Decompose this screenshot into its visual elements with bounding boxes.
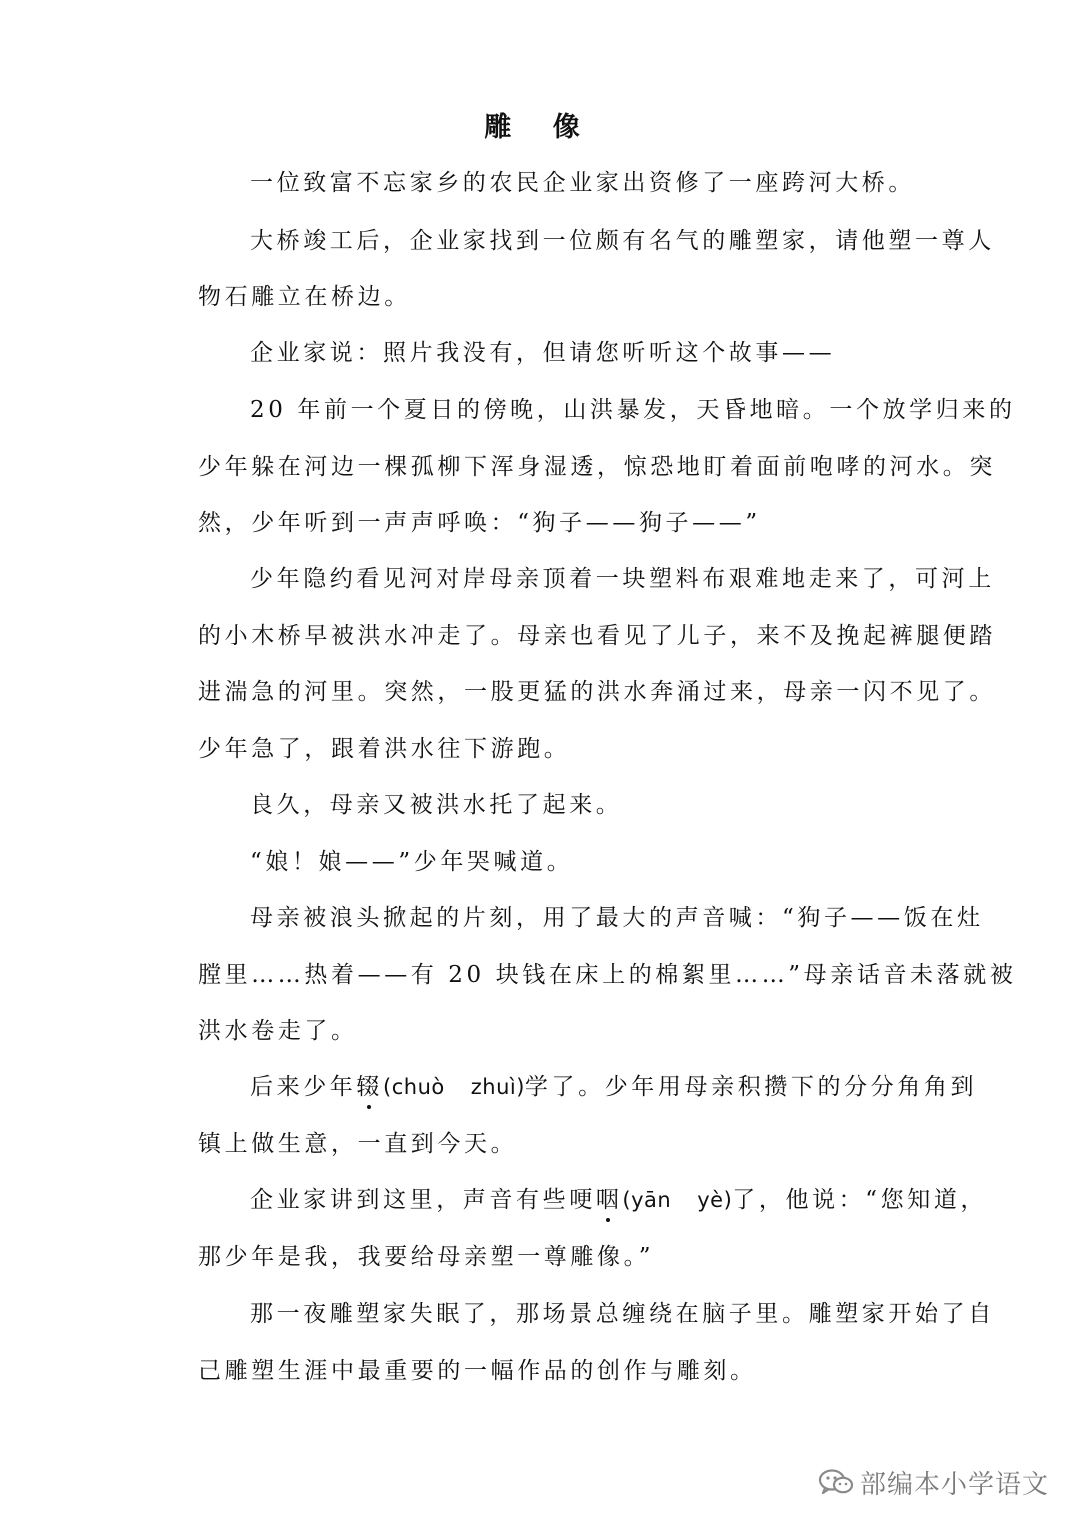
- paragraph-line: 良久，母亲又被洪水托了起来。: [250, 792, 623, 818]
- paragraph-line: 镇上做生意，一直到今天。: [198, 1131, 518, 1157]
- paragraph-line-with-pinyin: [250, 1070, 977, 1104]
- pinyin-close: zhuì): [470, 1075, 525, 1099]
- paragraph-line: 膛里……热着——有 20 块钱在床上的棉絮里……”母亲话音未落就被: [198, 962, 1017, 988]
- paragraph-line: “娘！娘——”少年哭喊道。: [250, 849, 574, 875]
- emphasized-character: 咽: [596, 1183, 623, 1217]
- paragraph-line: 少年隐约看见河对岸母亲顶着一块塑料布艰难地走来了，可河上: [250, 566, 995, 592]
- paragraph-line: 那一夜雕塑家失眠了，那场景总缠绕在脑子里。雕塑家开始了自: [250, 1301, 995, 1327]
- paragraph-line: 那少年是我，我要给母亲塑一尊雕像。”: [198, 1244, 655, 1270]
- paragraph-line-with-pinyin: [250, 1183, 987, 1217]
- pinyin-annotation: [383, 1075, 525, 1099]
- paragraph-line: 母亲被浪头掀起的片刻，用了最大的声音喊：“狗子——饭在灶: [250, 905, 984, 931]
- paragraph-line: 20 年前一个夏日的傍晚，山洪暴发，天昏地暗。一个放学归来的: [250, 397, 1016, 423]
- emphasized-character: 辍: [356, 1070, 383, 1104]
- paragraph-line: 一位致富不忘家乡的农民企业家出资修了一座跨河大桥。: [250, 170, 915, 196]
- paragraph-line: 物石雕立在桥边。: [198, 284, 411, 310]
- paragraph-line: 然，少年听到一声声呼唤：“狗子——狗子——”: [198, 510, 761, 536]
- watermark: [818, 1462, 1049, 1502]
- line-text-before: 企业家讲到这里，声音有些哽: [250, 1187, 596, 1213]
- paragraph-line: 少年躲在河边一棵孤柳下浑身湿透，惊恐地盯着面前咆哮的河水。突: [198, 454, 996, 480]
- paragraph-line: 的小木桥早被洪水冲走了。母亲也看见了儿子，来不及挽起裤腿便踏: [198, 623, 996, 649]
- paragraph-line: 少年急了，跟着洪水往下游跑。: [198, 736, 571, 762]
- watermark-text: 部编本小学语文: [860, 1469, 1050, 1500]
- pinyin-open: (chuò: [383, 1075, 445, 1099]
- pinyin-close: yè): [697, 1188, 733, 1212]
- line-text-before: 后来少年: [250, 1074, 357, 1100]
- wechat-icon: [818, 1468, 854, 1496]
- line-text-after: 了，他说：“您知道，: [732, 1187, 988, 1213]
- pinyin-annotation: [622, 1188, 732, 1212]
- pinyin-open: (yān: [622, 1188, 672, 1212]
- paragraph-line: 己雕塑生涯中最重要的一幅作品的创作与雕刻。: [198, 1358, 757, 1384]
- paragraph-line: 洪水卷走了。: [198, 1018, 358, 1044]
- paragraph-line: 大桥竣工后，企业家找到一位颇有名气的雕塑家，请他塑一尊人: [250, 228, 995, 254]
- document-title: 雕 像: [484, 112, 596, 143]
- paragraph-line: 进湍急的河里。突然，一股更猛的洪水奔涌过来，母亲一闪不见了。: [198, 679, 996, 705]
- paragraph-line: 企业家说：照片我没有，但请您听听这个故事——: [250, 340, 836, 366]
- line-text-after: 学了。少年用母亲积攒下的分分角角到: [524, 1074, 978, 1100]
